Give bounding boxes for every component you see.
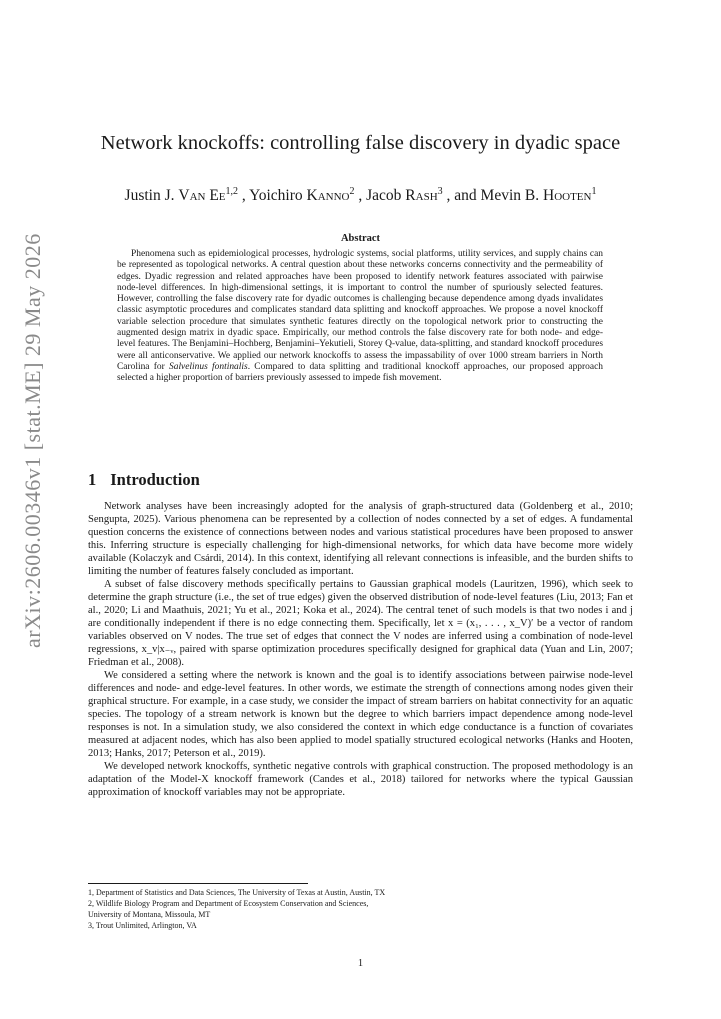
paragraph: Network analyses have been increasingly adopted for the analysis of graph-structured data (Goldenberg et al., 2010; Sengupta, 2025). Various phenomena can be represented by a collection of nodes connected by a set of edges. A fundamental question concerns the existence of connections between nodes and various statistical procedures have been proposed to answer this. Inferring structure is especially challenging for high-dimensional networks, for which data have become more widely available (Kolaczyk and Csárdi, 2014). In this context, identifying all relevant connections is infeasible, and the burden shifts to limiting the number of features falsely concluded as important.: [88, 501, 633, 577]
author-3-affiliation: 3: [437, 186, 443, 197]
paragraph: We considered a setting where the network is known and the goal is to identify associations between pairwise node-level differences and node- and edge-level features. In other words, we estimate the strength of connections among nodes given their graphical structure. For example, in a case study, we consider the impact of stream barriers on habitat connectivity for an aquatic species. The topology of a stream network is known but the degree to which barriers impact dependence among node-level responses is not. In a simulation study, we also considered the context in which edge conductance is a function of covariates measured at adjacent nodes, which has also been applied to model spatially structured ecological networks (Hanks and Hooten, 2013; Hanks, 2017; Peterson et al., 2019).: [88, 670, 633, 759]
footnote: University of Montana, Missoula, MT: [88, 910, 211, 919]
paper-title: Network knockoffs: controlling false discovery in dyadic space: [100, 132, 621, 154]
author-3: Jacob Rash$^3$: [366, 186, 443, 205]
author-separator: ,: [354, 187, 367, 205]
paragraph: A subset of false discovery methods specifically pertains to Gaussian graphical models (Lauritzen, 1996), which seek to determine the graph structure (i.e., the set of true edges) given the observed distribution of node-level features (Liu, 2013; Fan et al., 2020; Li and Maathuis, 2021; Yu et al., 2021; Koka et al., 2024). The central tenet of such models is that two nodes i and j are conditionally independent if there is no edge connecting them. Specifically, let x = (x₁, . . . , x_V)′ be a vector of random variables observed on V nodes. The true set of edges that connect the V nodes are inferred using a combination of node-level regressions, x_v|x₋ᵥ, paired with sparse optimization procedures specifically designed for graphical data (Yuan and Lin, 2007; Friedman et al., 2008).: [88, 579, 633, 668]
footnote: 1, Department of Statistics and Data Sciences, The University of Texas at Austin, Austin, TX: [88, 888, 386, 897]
author-2: Yoichiro Kanno$^2$: [249, 186, 355, 205]
author-1-surname: Van Ee: [178, 187, 226, 205]
author-4-affiliation: 1: [591, 186, 597, 197]
author-3-surname: Rash: [405, 187, 438, 205]
author-1: Justin J. Van Ee$^{1,2}$: [124, 186, 239, 205]
author-separator: ,: [238, 187, 250, 205]
paragraph: We developed network knockoffs, synthetic negative controls with graphical construction. The proposed methodology is an adaptation of the Model-X knockoff framework (Candes et al., 2018) tailored for networks where the typical Gaussian approximation of knockoff variables may not be appropriate.: [88, 761, 633, 798]
abstract-heading: Abstract: [340, 233, 381, 244]
footnote: 3, Trout Unlimited, Arlington, VA: [88, 921, 197, 930]
author-1-affiliation: 1,2: [225, 186, 239, 197]
species-name: Salvelinus fontinalis: [169, 361, 248, 372]
section-number: 1: [88, 470, 97, 489]
section-heading: [88, 470, 200, 490]
page-number: 1: [357, 958, 364, 969]
arxiv-identifier: arXiv:2606.00346v1 [stat.ME] 29 May 2026: [20, 233, 45, 648]
author-4: Mevin B. Hooten$^1$: [480, 186, 597, 205]
author-list: [88, 181, 633, 206]
introduction-body: [88, 500, 633, 799]
abstract-body: Phenomena such as epidemiological processes, hydrologic systems, social platforms, utility services, and supply chains can be represented as topological networks. A central question about these networks concerns connectivity and the permeability of edges. Dyadic regression and related approaches have been proposed to identify network features associated with pairwise node-level differences. In high-dimensional settings, it is important to control the number of spuriously selected features. However, controlling the false discovery rate for dyadic outcomes is challenging because dependence among dyads invalidates classic asymptotic procedures and complicates standard data splitting and knockoff approaches. We propose a novel knockoff variable selection procedure that simulates synthetic features directly on the topological network prior to constructing the augmented design matrix in dyadic space. Empirically, our method controls the false discovery rate for both node- and edge-level features. The Benjamini–Hochberg, Benjamini–Yekutieli, Storey Q-value, data-splitting, and standard knockoff procedures were all anticonservative. We applied our network knockoffs to assess the impassability of over 1000 stream barriers in North Carolina for Salvelinus fontinalis. Compared to data splitting and traditional knockoff approaches, our proposed approach selected a higher proportion of barriers previously assessed to impede fish movement.: [117, 249, 603, 384]
author-4-surname: Hooten: [542, 187, 592, 205]
footnotes: [88, 887, 633, 931]
section-title: Introduction: [110, 470, 200, 489]
footnote: 2, Wildlife Biology Program and Department of Ecosystem Conservation and Sciences,: [88, 899, 369, 908]
footnote-divider: [88, 883, 308, 884]
author-2-affiliation: 2: [349, 186, 355, 197]
author-2-surname: Kanno: [306, 187, 350, 205]
author-and: , and: [442, 187, 481, 205]
